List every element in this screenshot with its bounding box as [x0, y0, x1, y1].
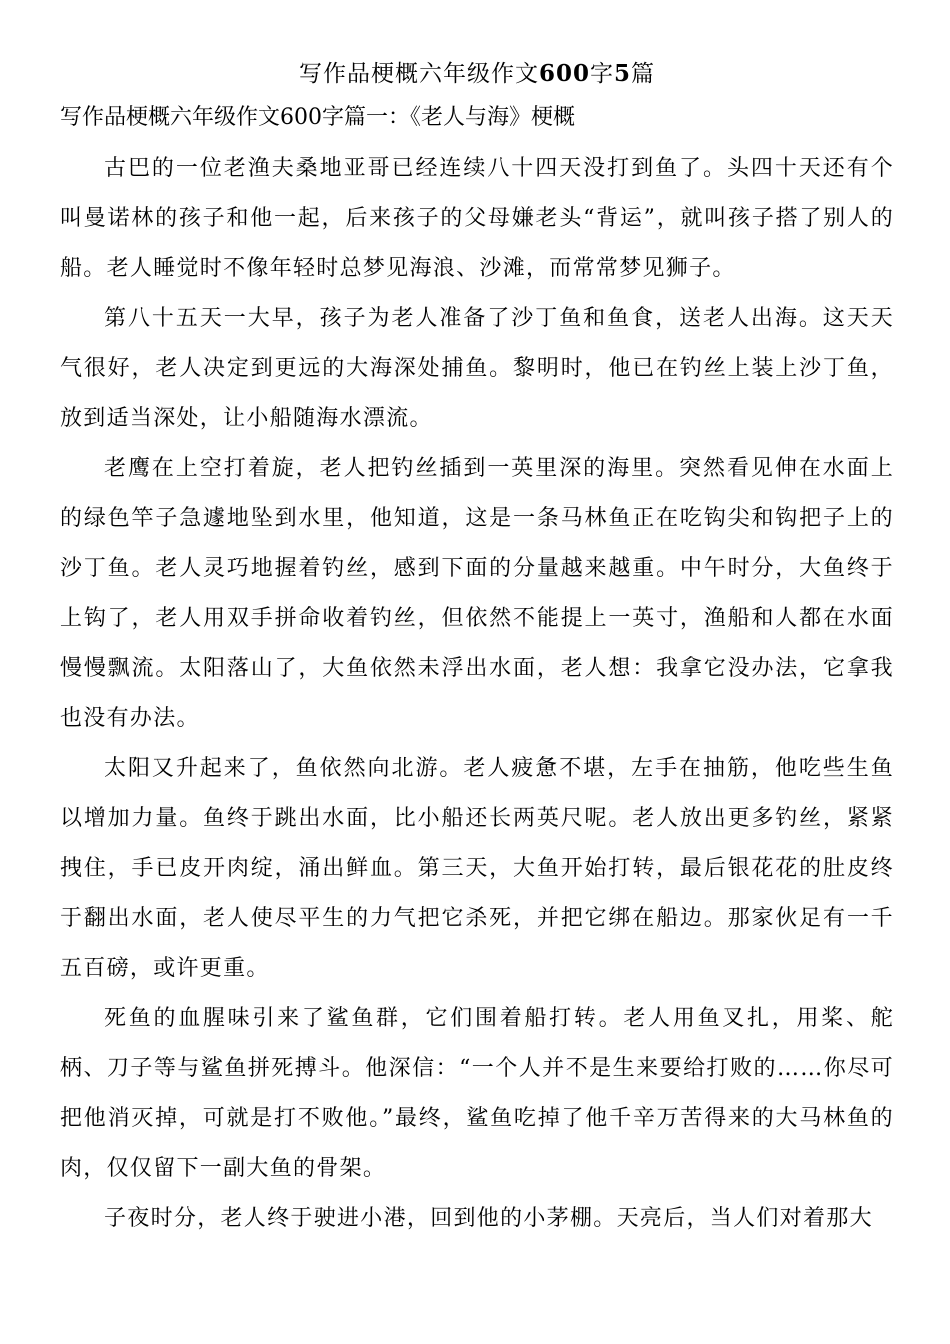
- title-text-2: 字: [590, 61, 614, 87]
- paragraph-1: 古巴的一位老渔夫桑地亚哥已经连续八十四天没打到鱼了。头四十天还有个叫曼诺林的孩子和他一起，后来孩子的父母嫌老头“背运”，就叫孩子搭了别人的船。老人睡觉时不像年轻时总梦见海浪、沙滩，而常常梦见狮子。: [60, 156, 894, 281]
- title-number-600: 600: [538, 60, 590, 87]
- title-text-3: 篇: [631, 61, 656, 87]
- paragraph-5: 死鱼的血腥味引来了鲨鱼群，它们围着船打转。老人用鱼叉扎，用桨、舵柄、刀子等与鲨鱼拼死搏斗。他深信：“一个人并不是生来要给打败的……你尽可把他消灭掉，可就是打不败他。”最终，鲨鱼吃掉了他千辛万苦得来的大马林鱼的肉，仅仅留下一副大鱼的骨架。: [60, 1006, 894, 1181]
- article-body: [60, 144, 894, 1244]
- paragraph-6: 子夜时分，老人终于驶进小港，回到他的小茅棚。天亮后，当人们对着那大: [104, 1206, 873, 1231]
- paragraph-2: 第八十五天一大早，孩子为老人准备了沙丁鱼和鱼食，送老人出海。这天天气很好，老人决定到更远的大海深处捕鱼。黎明时，他已在钓丝上装上沙丁鱼，放到适当深处，让小船随海水漂流。: [60, 306, 894, 431]
- document-page: [60, 52, 894, 1244]
- paragraph-3: 老鹰在上空打着旋，老人把钓丝插到一英里深的海里。突然看见伸在水面上的绿色竿子急遽地坠到水里，他知道，这是一条马林鱼正在吃钩尖和钩把子上的沙丁鱼。老人灵巧地握着钓丝，感到下面的分量越来越重。中午时分，大鱼终于上钩了，老人用双手拼命收着钓丝，但依然不能提上一英寸，渔船和人都在水面慢慢飘流。太阳落山了，大鱼依然未浮出水面，老人想：我拿它没办法，它拿我也没有办法。: [60, 456, 894, 731]
- article-subtitle: 写作品梗概六年级作文600字篇一：《老人与海》梗概: [60, 105, 575, 130]
- title-text-1: 写作品梗概六年级作文: [298, 61, 539, 87]
- paragraph-4: 太阳又升起来了，鱼依然向北游。老人疲惫不堪，左手在抽筋，他吃些生鱼以增加力量。鱼终于跳出水面，比小船还长两英尺呢。老人放出更多钓丝，紧紧拽住，手已皮开肉绽，涌出鲜血。第三天，大鱼开始打转，最后银花花的肚皮终于翻出水面，老人使尽平生的力气把它杀死，并把它绑在船边。那家伙足有一千五百磅，或许更重。: [60, 756, 894, 981]
- title-number-5: 5: [614, 60, 632, 87]
- document-title: [60, 52, 894, 96]
